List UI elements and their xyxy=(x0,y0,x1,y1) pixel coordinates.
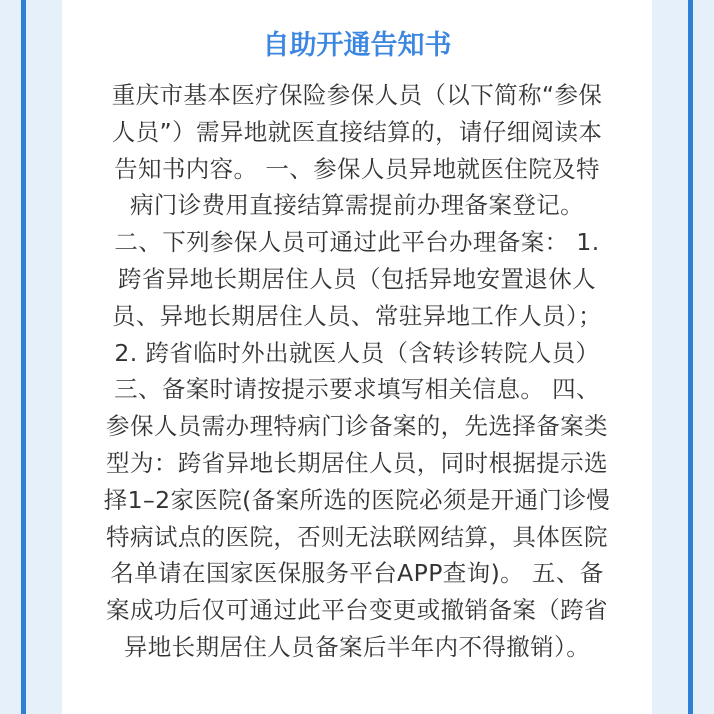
left-border-bar xyxy=(21,0,26,714)
notice-line: 三、备案时请按提示要求填写相关信息。 四、 xyxy=(114,375,600,404)
notice-line: 异地长期居住人员备案后半年内不得撤销）。 xyxy=(123,632,591,661)
notice-line: 案成功后仅可通过此平台变更或撤销备案（跨省 xyxy=(106,596,608,625)
notice-card[interactable] xyxy=(62,0,652,714)
notice-line: 人员”）需异地就医直接结算的，请仔细阅读本 xyxy=(111,117,603,146)
notice-line: 2. 跨省临时外出就医人员（含转诊转院人员） xyxy=(114,338,600,367)
notice-line: 二、下列参保人员可通过此平台办理备案： 1. xyxy=(114,228,600,257)
notice-line: 员、异地长期居住人员、常驻异地工作人员）； xyxy=(111,301,603,330)
right-border-bar xyxy=(688,0,693,714)
notice-line: 型为：跨省异地长期居住人员，同时根据提示选 xyxy=(106,448,608,477)
notice-line: 名单请在国家医保服务平台APP查询)。 五、备 xyxy=(110,559,604,588)
notice-line: 参保人员需办理特病门诊备案的，先选择备案类 xyxy=(106,412,608,441)
notice-line: 特病试点的医院，否则无法联网结算，具体医院 xyxy=(106,522,608,551)
notice-line: 跨省异地长期居住人员（包括异地安置退休人 xyxy=(118,264,596,293)
notice-line: 重庆市基本医疗保险参保人员（以下简称“参保 xyxy=(111,81,603,109)
notice-title: 自助开通告知书 xyxy=(262,30,452,61)
notice-line: 病门诊费用直接结算需提前办理备案登记。 xyxy=(129,191,585,220)
notice-body xyxy=(94,77,620,666)
notice-line: 择1–2家医院(备案所选的医院必须是开通门诊慢 xyxy=(103,485,611,514)
notice-line: 告知书内容。 一、参保人员异地就医住院及特 xyxy=(114,154,600,183)
